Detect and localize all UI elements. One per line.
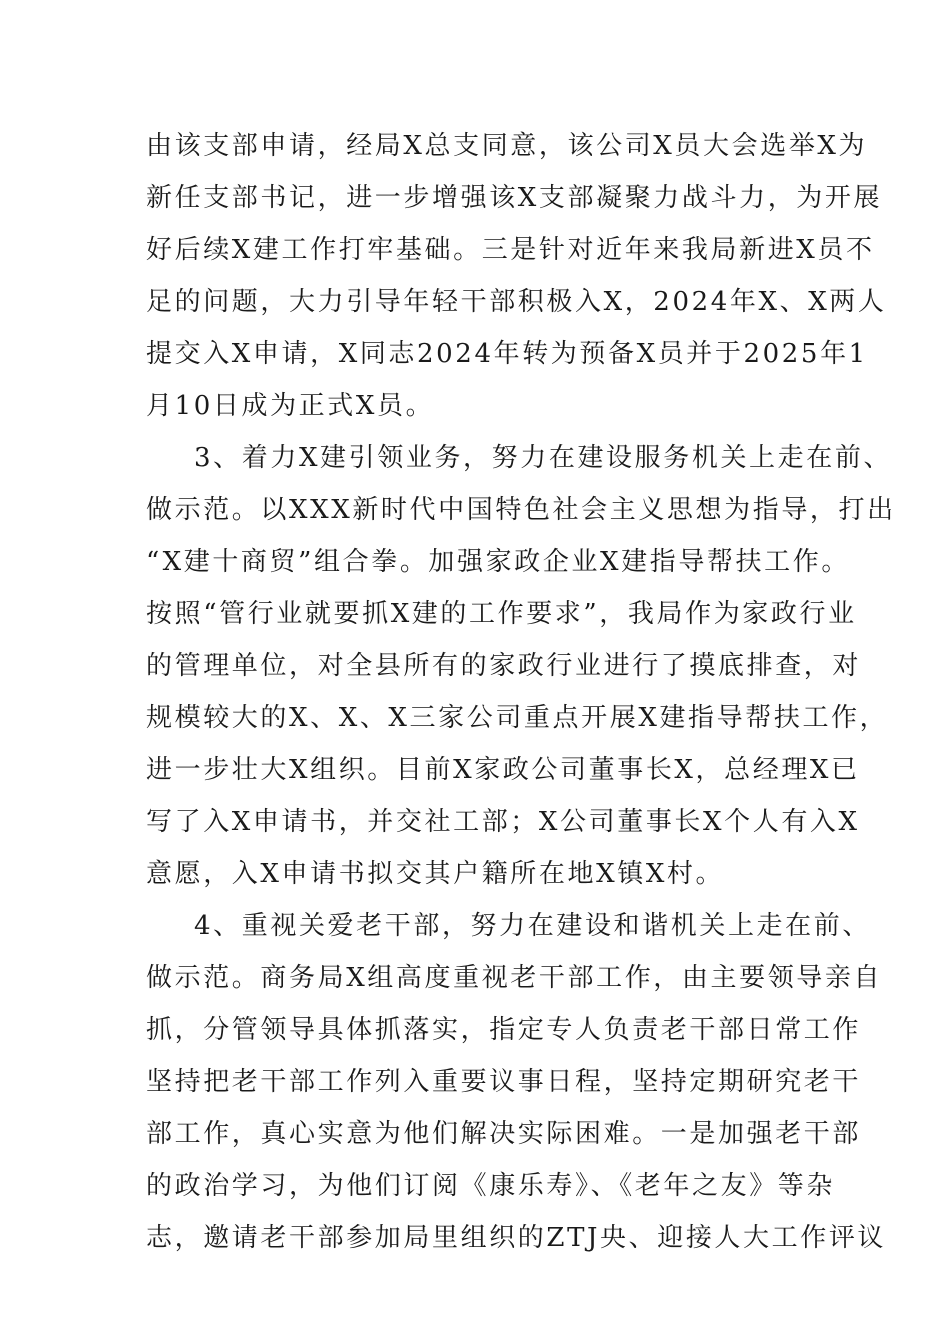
text-line-17: 做示范。商务局X组高度重视老干部工作，由主要领导亲自 [146, 963, 883, 993]
text-line-20: 部工作，真心实意为他们解决实际困难。一是加强老干部 [146, 1119, 862, 1149]
text-line-21: 的政治学习，为他们订阅《康乐寿》、《老年之友》等杂 [146, 1171, 836, 1201]
text-line-22: 志，邀请老干部参加局里组织的ZTJ央、迎接人大工作评议 [146, 1223, 887, 1253]
paragraph-3-first-line: 3、着力X建引领业务，努力在建设服务机关上走在前、 [194, 443, 893, 473]
text-line-1: 由该支部申请，经局X总支同意，该公司X员大会选举X为 [146, 131, 868, 161]
text-line-4: 足的问题，大力引导年轻干部积极入X，2024年X、X两人 [146, 287, 887, 317]
text-line-18: 抓，分管领导具体抓落实，指定专人负责老干部日常工作 [146, 1015, 862, 1045]
text-line-12: 规模较大的X、X、X三家公司重点开展X建指导帮扶工作， [146, 703, 889, 733]
text-line-6: 月10日成为正式X员。 [146, 391, 435, 421]
text-line-14: 写了入X申请书，并交社工部；X公司董事长X个人有入X [146, 807, 860, 837]
text-line-3: 好后续X建工作打牢基础。三是针对近年来我局新进X员不 [146, 235, 875, 265]
text-line-9: “X建十商贸”组合拳。加强家政企业X建指导帮扶工作。 [146, 547, 850, 577]
text-line-19: 坚持把老干部工作列入重要议事日程，坚持定期研究老干 [146, 1067, 862, 1097]
text-line-5: 提交入X申请，X同志2024年转为预备X员并于2025年1 [146, 339, 868, 369]
text-line-2: 新任支部书记，进一步增强该X支部凝聚力战斗力，为开展 [146, 183, 883, 213]
text-line-15: 意愿，入X申请书拟交其户籍所在地X镇X村。 [146, 859, 725, 889]
paragraph-4-first-line: 4、重视关爱老干部，努力在建设和谐机关上走在前、 [194, 911, 871, 941]
text-line-13: 进一步壮大X组织。目前X家政公司董事长X，总经理X已 [146, 755, 860, 785]
text-line-11: 的管理单位，对全县所有的家政行业进行了摸底排查，对 [146, 651, 862, 681]
text-line-8: 做示范。以XXX新时代中国特色社会主义思想为指导，打出 [146, 495, 896, 525]
text-line-10: 按照“管行业就要抓X建的工作要求”，我局作为家政行业 [146, 599, 857, 629]
